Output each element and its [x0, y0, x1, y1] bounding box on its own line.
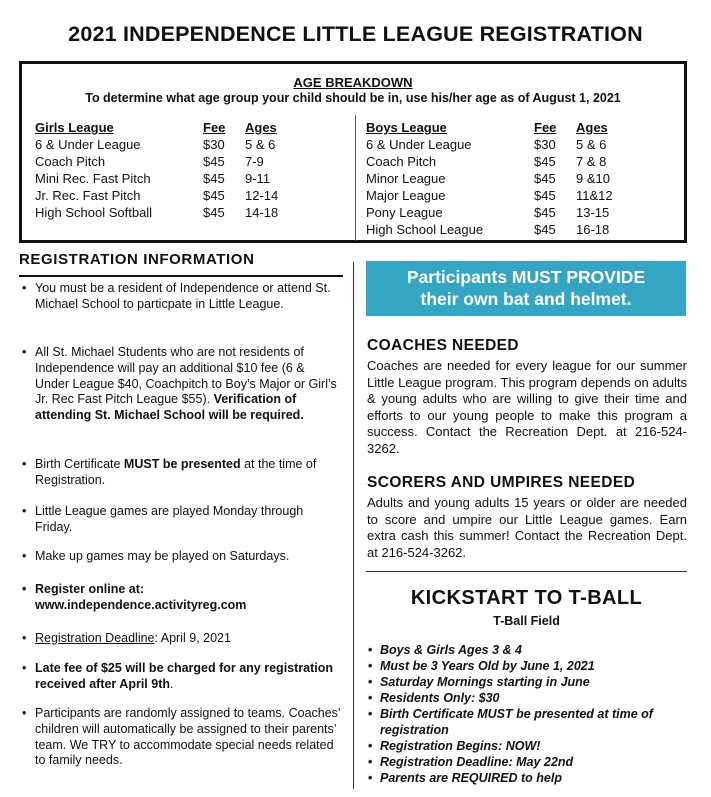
list-item: [19, 582, 341, 614]
boys-league-header: Boys League: [366, 120, 447, 135]
table-row: [35, 187, 305, 204]
table-row: [35, 136, 305, 153]
league-name: Jr. Rec. Fast Pitch: [35, 188, 141, 203]
league-name: High School League: [366, 222, 484, 237]
verification-notice: Verification of attending St. Michael School will be required.: [35, 392, 304, 423]
register-online-label: • Register online at:: [35, 582, 145, 596]
table-row: [35, 204, 305, 221]
table-row: [366, 170, 636, 187]
coaches-needed-body: Coaches are needed for every league for our summer Little League program. This program depends on adults & young adults who are willing to give their time and efforts to our young people to make this program a success. Contact the Recreation Dept. at 216-524-3262.: [367, 358, 687, 456]
league-fee: $45: [534, 222, 556, 237]
league-name: Coach Pitch: [366, 154, 437, 169]
team-assignment-text: Participants are randomly assigned to teams. Coaches’ children will automatically be assigned to their parents’ team. We TRY to accommodate special needs related to family needs.: [35, 706, 341, 768]
tball-details-list: [366, 642, 687, 786]
league-name: 6 & Under League: [366, 137, 472, 152]
table-row: [366, 221, 636, 238]
registration-deadline-label: Registration Deadline: [35, 631, 155, 645]
boys-ages-header: Ages: [576, 120, 608, 135]
tball-title: KICKSTART TO T-BALL: [410, 587, 643, 609]
girls-league-table: [35, 119, 305, 221]
list-item: [19, 345, 341, 424]
league-ages: 5 & 6: [576, 137, 607, 152]
late-fee-period: .: [170, 676, 174, 691]
list-item: [19, 281, 341, 313]
registration-website-link[interactable]: www.independence.activityreg.com: [35, 597, 247, 612]
list-item: • Residents Only: $30: [366, 690, 687, 706]
list-item: • Registration Begins: NOW!: [366, 738, 687, 754]
league-ages: 7-9: [245, 154, 264, 169]
league-fee: $45: [534, 205, 556, 220]
section-divider: [366, 571, 687, 572]
table-row: [366, 153, 636, 170]
league-name: Mini Rec. Fast Pitch: [35, 171, 151, 186]
game-days-text: Little League games are played Monday through Friday.: [35, 504, 304, 534]
coaches-needed-heading: COACHES NEEDED: [367, 337, 520, 354]
league-ages: 12-14: [245, 188, 279, 203]
makeup-games-text: Make up games may be played on Saturdays.: [35, 549, 290, 563]
list-item: [19, 631, 341, 647]
league-ages: 11&12: [576, 188, 613, 203]
list-item: [19, 457, 341, 489]
birth-certificate-must: MUST be presented: [123, 457, 241, 471]
list-item: [19, 661, 341, 693]
league-ages: 9-11: [245, 171, 271, 186]
league-ages: 9 &10: [576, 171, 610, 186]
table-row: [35, 170, 305, 187]
equipment-banner: [366, 261, 686, 316]
girls-ages-header: Ages: [245, 120, 277, 135]
age-breakdown-box: [19, 61, 687, 243]
list-item: • Boys & Girls Ages 3 & 4: [366, 642, 687, 658]
league-name: Minor League: [366, 171, 446, 186]
list-item: • Must be 3 Years Old by June 1, 2021: [366, 658, 687, 674]
birth-certificate-pre: Birth Certificate: [35, 457, 124, 471]
registration-information-section: [19, 251, 343, 768]
girls-league-header: Girls League: [35, 120, 114, 135]
banner-line-2: their own bat and helmet.: [420, 289, 632, 309]
column-divider-vertical: [353, 262, 354, 789]
league-ages: 16-18: [576, 222, 610, 237]
age-breakdown-heading: AGE BREAKDOWN: [293, 75, 413, 90]
league-fee: $45: [203, 205, 225, 220]
tball-subtitle: T-Ball Field: [493, 614, 560, 628]
birth-certificate-post: at the time of Registration.: [35, 457, 317, 487]
scorers-umpires-body: Adults and young adults 15 years or older are needed to score and umpire our Little League games. Earn extra cash this summer! Contact the Recreation Dept. at 216-524-3262.: [367, 495, 687, 560]
table-row: [366, 136, 636, 153]
league-ages: 5 & 6: [245, 137, 276, 152]
girls-table-header: [35, 119, 305, 136]
list-item: [19, 549, 341, 565]
league-fee: $30: [534, 137, 556, 152]
boys-league-table: [366, 119, 636, 238]
column-divider: [355, 115, 356, 241]
league-fee: $30: [203, 137, 225, 152]
list-item: [19, 706, 341, 769]
boys-fee-header: Fee: [534, 120, 557, 135]
league-name: Coach Pitch: [35, 154, 106, 169]
league-fee: $45: [534, 154, 556, 169]
girls-fee-header: Fee: [203, 120, 226, 135]
list-item: • Saturday Mornings starting in June: [366, 674, 687, 690]
league-fee: $45: [203, 154, 225, 169]
registration-title-rule: [19, 275, 343, 277]
list-item: [19, 504, 341, 536]
scorers-umpires-heading: SCORERS AND UMPIRES NEEDED: [367, 474, 636, 491]
league-name: High School Softball: [35, 205, 153, 220]
league-ages: 7 & 8: [576, 154, 607, 169]
league-name: Major League: [366, 188, 446, 203]
list-item: • Registration Deadline: May 22nd: [366, 754, 687, 770]
age-breakdown-subtitle: To determine what age group your child should be in, use his/her age as of August 1, 2021: [85, 91, 621, 105]
table-row: [366, 187, 636, 204]
league-name: 6 & Under League: [35, 137, 141, 152]
late-fee-notice: Late fee of $25 will be charged for any registration received after April 9th: [35, 661, 333, 691]
banner-line-1: Participants MUST PROVIDE: [406, 267, 646, 287]
registration-deadline-value: : April 9, 2021: [154, 631, 231, 645]
residency-requirement-text: You must be a resident of Independence or attend St. Michael School to particpate in Little League.: [35, 281, 331, 311]
table-row: [35, 153, 305, 170]
list-item: • Parents are REQUIRED to help: [366, 770, 687, 786]
league-fee: $45: [534, 188, 556, 203]
boys-table-header: [366, 119, 636, 136]
registration-title: REGISTRATION INFORMATION: [19, 251, 255, 268]
league-name: Pony League: [366, 205, 443, 220]
league-fee: $45: [203, 171, 225, 186]
league-fee: $45: [203, 188, 225, 203]
league-ages: 14-18: [245, 205, 279, 220]
non-resident-fee-text: All St. Michael Students who are not residents of Independence will pay an additional $10 fee (6 & Under League $40, Coachpitch to Boy’s Major or Girl’s Jr. Rec Fast Pitch League $55).: [35, 345, 337, 407]
league-fee: $45: [534, 171, 556, 186]
list-item: • Birth Certificate MUST be presented at time of registration: [366, 706, 687, 738]
table-row: [366, 204, 636, 221]
league-ages: 13-15: [576, 205, 610, 220]
page-title: 2021 INDEPENDENCE LITTLE LEAGUE REGISTRATION: [68, 22, 643, 46]
